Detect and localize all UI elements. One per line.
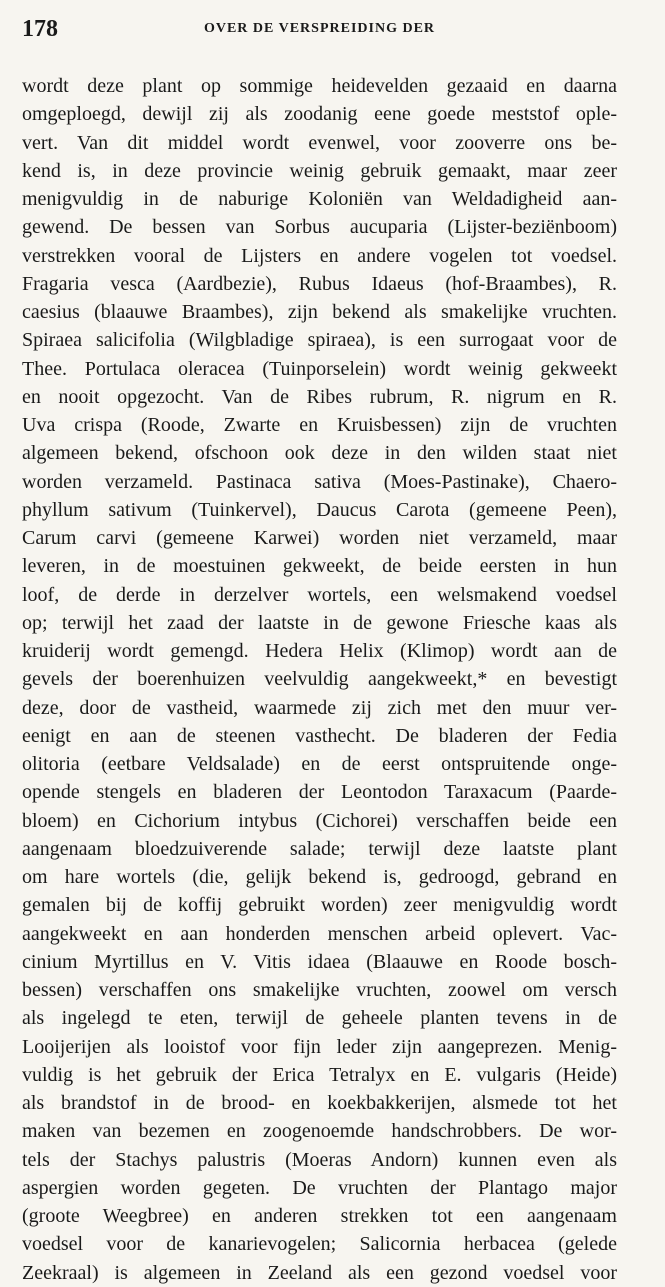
text-line: Thee. Portulaca oleracea (Tuinporselein) wordt weinig gekweekt (22, 357, 617, 380)
text-line: Zeekraal) is algemeen in Zeeland als een gezond voedsel voor (22, 1261, 617, 1284)
text-line: Looijerijen als looistof voor fijn leder zijn aangeprezen. Menig- (22, 1035, 617, 1058)
text-line: vuldig is het gebruik der Erica Tetralyx en E. vulgaris (Heide) (22, 1063, 617, 1086)
text-line: aangekweekt en aan honderden menschen arbeid oplevert. Vac- (22, 922, 617, 945)
text-line: voedsel voor de kanarievogelen; Salicornia herbacea (gelede (22, 1233, 617, 1256)
text-line: Fragaria vesca (Aardbezie), Rubus Idaeus (hof-Braambes), R. (22, 272, 617, 295)
text-line: gevels der boerenhuizen veelvuldig aangekweekt,* en bevestigt (22, 668, 617, 691)
text-line: en nooit opgezocht. Van de Ribes rubrum, R. nigrum en R. (22, 385, 617, 408)
page-header (22, 14, 617, 44)
text-line: als ingelegd te eten, terwijl de geheele planten tevens in de (22, 1007, 617, 1030)
text-line: bloem) en Cichorium intybus (Cichorei) verschaffen beide een (22, 809, 617, 832)
text-line: aangenaam bloedzuiverende salade; terwijl deze laatste plant (22, 837, 617, 860)
text-line: Uva crispa (Roode, Zwarte en Kruisbessen) zijn de vruchten (22, 414, 617, 436)
page-number: 178 (22, 16, 58, 42)
text-line: loof, de derde in derzelver wortels, een welsmakend voedsel (22, 583, 617, 606)
text-line: wordt deze plant op sommige heidevelden gezaaid en daarna (22, 75, 617, 97)
text-line: tels der Stachys palustris (Moeras Andorn) kunnen even als (22, 1148, 617, 1171)
text-line: menigvuldig in de naburige Koloniën van Weldadigheid aan- (22, 188, 617, 210)
text-line: eenigt en aan de steenen vasthecht. De bladeren der Fedia (22, 724, 617, 747)
text-line: op; terwijl het zaad der laatste in de gewone Friesche kaas als (22, 611, 617, 634)
body-text (22, 72, 617, 1287)
text-line: (groote Weegbree) en anderen strekken tot een aangenaam (22, 1205, 617, 1227)
text-line: vert. Van dit middel wordt evenwel, voor zooverre ons be- (22, 131, 617, 154)
text-line: aspergien worden gegeten. De vruchten der Plantago major (22, 1176, 617, 1199)
text-line: cinium Myrtillus en V. Vitis idaea (Blaauwe en Roode bosch- (22, 950, 617, 973)
text-line: bessen) verschaffen ons smakelijke vruchten, zoowel om versch (22, 979, 617, 1001)
text-line: leveren, in de moestuinen gekweekt, de beide eersten in hun (22, 555, 617, 578)
text-line: gewend. De bessen van Sorbus aucuparia (Lijster-beziënboom) (22, 216, 617, 239)
text-line: deze, door de vastheid, waarmede zij zich met den muur ver- (22, 696, 617, 719)
text-line: algemeen bekend, ofschoon ook deze in den wilden staat niet (22, 442, 617, 465)
text-line: als brandstof in de brood- en koekbakkerijen, alsmede tot het (22, 1092, 617, 1114)
text-line: om hare wortels (die, gelijk bekend is, gedroogd, gebrand en (22, 866, 617, 888)
text-line: omgeploegd, dewijl zij als zoodanig eene goede meststof ople- (22, 103, 617, 126)
text-line: worden verzameld. Pastinaca sativa (Moes-Pastinake), Chaero- (22, 470, 617, 493)
text-line: kend is, in deze provincie weinig gebruik gemaakt, maar zeer (22, 159, 617, 182)
text-line: verstrekken vooral de Lijsters en andere vogelen tot voedsel. (22, 244, 617, 267)
text-line: maken van bezemen en zoogenoemde handschrobbers. De wor- (22, 1120, 617, 1143)
running-head: OVER DE VERSPREIDING DER (203, 21, 436, 36)
text-line: olitoria (eetbare Veldsalade) en de eerst ontspruitende onge- (22, 753, 617, 775)
text-line: opende stengels en bladeren der Leontodon Taraxacum (Paarde- (22, 781, 617, 804)
text-line: Carum carvi (gemeene Karwei) worden niet verzameld, maar (22, 527, 617, 549)
text-line: phyllum sativum (Tuinkervel), Daucus Carota (gemeene Peen), (22, 498, 617, 521)
text-line: kruiderij wordt gemengd. Hedera Helix (Klimop) wordt aan de (22, 640, 617, 662)
text-line: Spiraea salicifolia (Wilgbladige spiraea), is een surrogaat voor de (22, 329, 617, 352)
text-line: caesius (blaauwe Braambes), zijn bekend als smakelijke vruchten. (22, 301, 617, 323)
text-line: gemalen bij de koffij gebruikt worden) zeer menigvuldig wordt (22, 894, 617, 917)
